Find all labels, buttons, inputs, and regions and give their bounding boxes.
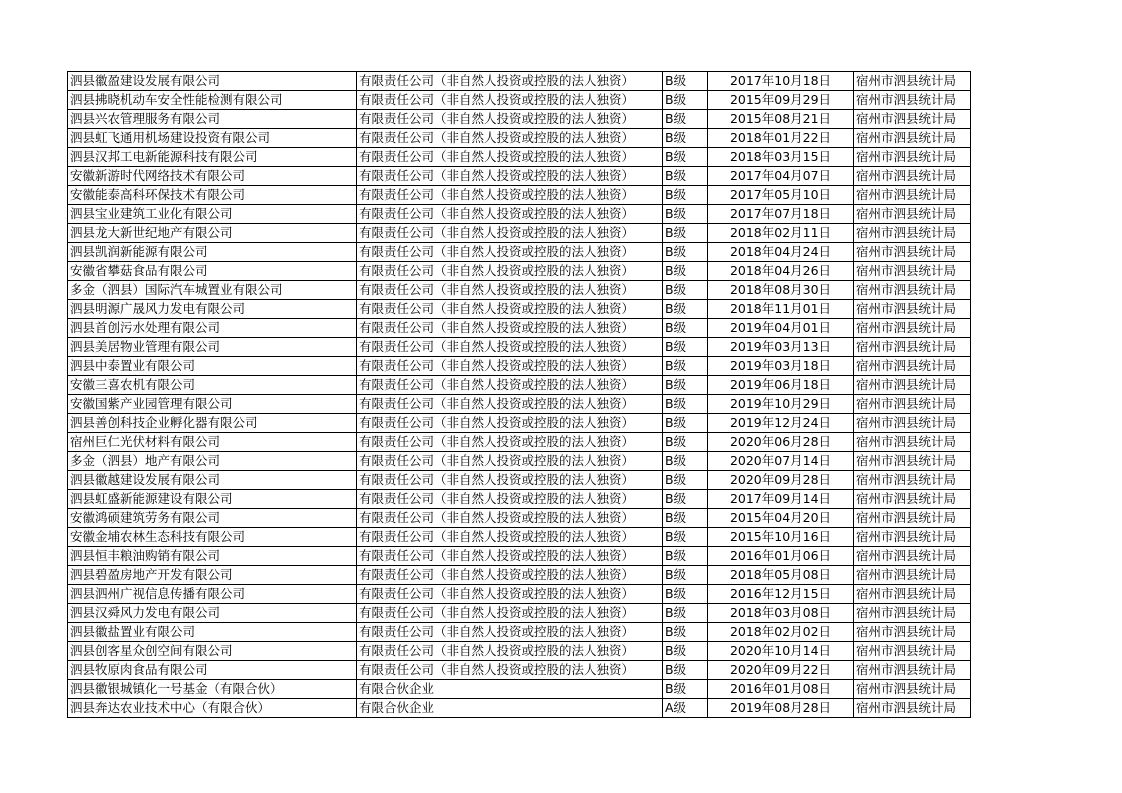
table-row [68,604,971,623]
table-row [68,129,971,148]
company-name-cell: 泗县创客星众创空间有限公司 [68,642,357,661]
credit-grade-cell: B级 [663,224,708,243]
rating-date-cell: 2019年03月18日 [708,357,854,376]
rating-authority-cell: 宿州市泗县统计局 [854,452,971,471]
table-row [68,281,971,300]
rating-authority-cell: 宿州市泗县统计局 [854,509,971,528]
rating-authority-cell: 宿州市泗县统计局 [854,262,971,281]
company-type-cell: 有限责任公司（非自然人投资或控股的法人独资） [357,319,663,338]
credit-grade-cell: B级 [663,585,708,604]
rating-authority-cell: 宿州市泗县统计局 [854,110,971,129]
company-type-cell: 有限责任公司（非自然人投资或控股的法人独资） [357,452,663,471]
rating-date-cell: 2018年04月26日 [708,262,854,281]
credit-grade-cell: B级 [663,547,708,566]
company-type-cell: 有限责任公司（非自然人投资或控股的法人独资） [357,642,663,661]
company-name-cell: 安徽金埔农林生态科技有限公司 [68,528,357,547]
rating-date-cell: 2017年07月18日 [708,205,854,224]
table-row [68,509,971,528]
credit-grade-cell: B级 [663,452,708,471]
rating-authority-cell: 宿州市泗县统计局 [854,338,971,357]
credit-grade-cell: B级 [663,281,708,300]
credit-grade-cell: B级 [663,490,708,509]
rating-date-cell: 2018年02月11日 [708,224,854,243]
table-row [68,357,971,376]
company-type-cell: 有限责任公司（非自然人投资或控股的法人独资） [357,262,663,281]
credit-grade-cell: B级 [663,604,708,623]
credit-grade-cell: B级 [663,566,708,585]
rating-date-cell: 2018年08月30日 [708,281,854,300]
rating-authority-cell: 宿州市泗县统计局 [854,566,971,585]
company-name-cell: 泗县善创科技企业孵化器有限公司 [68,414,357,433]
rating-authority-cell: 宿州市泗县统计局 [854,357,971,376]
credit-grade-cell: B级 [663,395,708,414]
rating-date-cell: 2020年09月28日 [708,471,854,490]
company-type-cell: 有限责任公司（非自然人投资或控股的法人独资） [357,243,663,262]
company-name-cell: 多金（泗县）地产有限公司 [68,452,357,471]
rating-authority-cell: 宿州市泗县统计局 [854,547,971,566]
rating-authority-cell: 宿州市泗县统计局 [854,243,971,262]
table-row [68,547,971,566]
rating-authority-cell: 宿州市泗县统计局 [854,91,971,110]
company-name-cell: 泗县中泰置业有限公司 [68,357,357,376]
rating-date-cell: 2016年12月15日 [708,585,854,604]
credit-grade-cell: B级 [663,300,708,319]
table-row [68,376,971,395]
credit-rating-table [67,71,971,718]
company-type-cell: 有限责任公司（非自然人投资或控股的法人独资） [357,661,663,680]
rating-date-cell: 2018年03月08日 [708,604,854,623]
rating-authority-cell: 宿州市泗县统计局 [854,129,971,148]
credit-grade-cell: B级 [663,129,708,148]
credit-grade-cell: B级 [663,186,708,205]
table-row [68,699,971,718]
credit-grade-cell: B级 [663,642,708,661]
rating-date-cell: 2020年10月14日 [708,642,854,661]
company-type-cell: 有限责任公司（非自然人投资或控股的法人独资） [357,376,663,395]
credit-grade-cell: B级 [663,91,708,110]
company-name-cell: 泗县兴农管理服务有限公司 [68,110,357,129]
company-name-cell: 泗县明源广晟风力发电有限公司 [68,300,357,319]
table-row [68,471,971,490]
rating-authority-cell: 宿州市泗县统计局 [854,224,971,243]
credit-grade-cell: B级 [663,110,708,129]
credit-grade-cell: B级 [663,148,708,167]
rating-date-cell: 2019年06月18日 [708,376,854,395]
rating-authority-cell: 宿州市泗县统计局 [854,167,971,186]
rating-authority-cell: 宿州市泗县统计局 [854,376,971,395]
company-name-cell: 泗县恒丰粮油购销有限公司 [68,547,357,566]
credit-grade-cell: B级 [663,661,708,680]
credit-grade-cell: B级 [663,167,708,186]
company-type-cell: 有限责任公司（非自然人投资或控股的法人独资） [357,604,663,623]
credit-grade-cell: B级 [663,262,708,281]
company-type-cell: 有限合伙企业 [357,699,663,718]
rating-date-cell: 2016年01月06日 [708,547,854,566]
company-name-cell: 安徽鸿硕建筑劳务有限公司 [68,509,357,528]
credit-grade-cell: B级 [663,205,708,224]
rating-authority-cell: 宿州市泗县统计局 [854,661,971,680]
rating-authority-cell: 宿州市泗县统计局 [854,699,971,718]
company-name-cell: 泗县奔达农业技术中心（有限合伙） [68,699,357,718]
table-row [68,642,971,661]
rating-authority-cell: 宿州市泗县统计局 [854,148,971,167]
company-name-cell: 泗县徽银城镇化一号基金（有限合伙） [68,680,357,699]
credit-grade-cell: B级 [663,243,708,262]
company-name-cell: 泗县汉邦工电新能源科技有限公司 [68,148,357,167]
rating-authority-cell: 宿州市泗县统计局 [854,395,971,414]
rating-authority-cell: 宿州市泗县统计局 [854,680,971,699]
rating-authority-cell: 宿州市泗县统计局 [854,72,971,91]
credit-grade-cell: B级 [663,433,708,452]
credit-grade-cell: B级 [663,338,708,357]
credit-grade-cell: B级 [663,528,708,547]
company-name-cell: 泗县牧原肉食品有限公司 [68,661,357,680]
rating-date-cell: 2018年01月22日 [708,129,854,148]
rating-authority-cell: 宿州市泗县统计局 [854,414,971,433]
credit-grade-cell: B级 [663,680,708,699]
company-name-cell: 泗县拂晓机动车安全性能检测有限公司 [68,91,357,110]
table-row [68,528,971,547]
table-row [68,91,971,110]
rating-authority-cell: 宿州市泗县统计局 [854,281,971,300]
rating-authority-cell: 宿州市泗县统计局 [854,186,971,205]
company-name-cell: 泗县泗州广视信息传播有限公司 [68,585,357,604]
rating-date-cell: 2015年10月16日 [708,528,854,547]
table-row [68,186,971,205]
rating-authority-cell: 宿州市泗县统计局 [854,433,971,452]
company-type-cell: 有限责任公司（非自然人投资或控股的法人独资） [357,623,663,642]
company-type-cell: 有限责任公司（非自然人投资或控股的法人独资） [357,433,663,452]
rating-date-cell: 2020年07月14日 [708,452,854,471]
company-type-cell: 有限责任公司（非自然人投资或控股的法人独资） [357,205,663,224]
rating-authority-cell: 宿州市泗县统计局 [854,205,971,224]
rating-authority-cell: 宿州市泗县统计局 [854,319,971,338]
table-row [68,300,971,319]
credit-grade-cell: B级 [663,357,708,376]
rating-date-cell: 2019年12月24日 [708,414,854,433]
rating-date-cell: 2020年09月22日 [708,661,854,680]
rating-authority-cell: 宿州市泗县统计局 [854,623,971,642]
table-row [68,566,971,585]
company-type-cell: 有限责任公司（非自然人投资或控股的法人独资） [357,224,663,243]
company-type-cell: 有限责任公司（非自然人投资或控股的法人独资） [357,547,663,566]
rating-authority-cell: 宿州市泗县统计局 [854,604,971,623]
company-type-cell: 有限责任公司（非自然人投资或控股的法人独资） [357,357,663,376]
table-row [68,623,971,642]
rating-date-cell: 2018年02月02日 [708,623,854,642]
table-row [68,262,971,281]
company-type-cell: 有限责任公司（非自然人投资或控股的法人独资） [357,395,663,414]
company-type-cell: 有限责任公司（非自然人投资或控股的法人独资） [357,300,663,319]
table-row [68,319,971,338]
company-type-cell: 有限责任公司（非自然人投资或控股的法人独资） [357,72,663,91]
table-row [68,338,971,357]
company-name-cell: 泗县徽盈建设发展有限公司 [68,72,357,91]
table-row [68,148,971,167]
company-name-cell: 安徽三喜农机有限公司 [68,376,357,395]
company-type-cell: 有限责任公司（非自然人投资或控股的法人独资） [357,471,663,490]
rating-date-cell: 2017年05月10日 [708,186,854,205]
rating-date-cell: 2016年01月08日 [708,680,854,699]
rating-authority-cell: 宿州市泗县统计局 [854,528,971,547]
rating-date-cell: 2015年09月29日 [708,91,854,110]
rating-date-cell: 2019年04月01日 [708,319,854,338]
rating-authority-cell: 宿州市泗县统计局 [854,471,971,490]
table-row [68,167,971,186]
table-row [68,490,971,509]
table-row [68,680,971,699]
company-type-cell: 有限责任公司（非自然人投资或控股的法人独资） [357,148,663,167]
rating-authority-cell: 宿州市泗县统计局 [854,490,971,509]
table-row [68,585,971,604]
company-name-cell: 泗县徽越建设发展有限公司 [68,471,357,490]
company-type-cell: 有限责任公司（非自然人投资或控股的法人独资） [357,110,663,129]
company-type-cell: 有限责任公司（非自然人投资或控股的法人独资） [357,281,663,300]
company-type-cell: 有限责任公司（非自然人投资或控股的法人独资） [357,186,663,205]
rating-date-cell: 2017年09月14日 [708,490,854,509]
credit-grade-cell: A级 [663,699,708,718]
company-name-cell: 安徽新游时代网络技术有限公司 [68,167,357,186]
company-type-cell: 有限责任公司（非自然人投资或控股的法人独资） [357,490,663,509]
company-name-cell: 泗县虹盛新能源建设有限公司 [68,490,357,509]
credit-grade-cell: B级 [663,623,708,642]
table-row [68,243,971,262]
company-name-cell: 安徽国紫产业园管理有限公司 [68,395,357,414]
table-row [68,433,971,452]
company-name-cell: 安徽能泰高科环保技术有限公司 [68,186,357,205]
company-name-cell: 泗县凯润新能源有限公司 [68,243,357,262]
table-row [68,205,971,224]
company-name-cell: 泗县宝业建筑工业化有限公司 [68,205,357,224]
rating-date-cell: 2015年08月21日 [708,110,854,129]
company-name-cell: 泗县龙大新世纪地产有限公司 [68,224,357,243]
rating-date-cell: 2020年06月28日 [708,433,854,452]
company-type-cell: 有限责任公司（非自然人投资或控股的法人独资） [357,566,663,585]
rating-date-cell: 2018年11月01日 [708,300,854,319]
credit-grade-cell: B级 [663,376,708,395]
company-type-cell: 有限责任公司（非自然人投资或控股的法人独资） [357,509,663,528]
credit-grade-cell: B级 [663,471,708,490]
rating-authority-cell: 宿州市泗县统计局 [854,585,971,604]
company-name-cell: 安徽省攀菇食品有限公司 [68,262,357,281]
company-type-cell: 有限责任公司（非自然人投资或控股的法人独资） [357,414,663,433]
table-row [68,452,971,471]
company-name-cell: 泗县碧盈房地产开发有限公司 [68,566,357,585]
rating-authority-cell: 宿州市泗县统计局 [854,642,971,661]
rating-date-cell: 2018年05月08日 [708,566,854,585]
company-type-cell: 有限合伙企业 [357,680,663,699]
rating-date-cell: 2018年03月15日 [708,148,854,167]
credit-grade-cell: B级 [663,509,708,528]
credit-grade-cell: B级 [663,319,708,338]
company-name-cell: 多金（泗县）国际汽车城置业有限公司 [68,281,357,300]
credit-grade-cell: B级 [663,414,708,433]
credit-grade-cell: B级 [663,72,708,91]
company-type-cell: 有限责任公司（非自然人投资或控股的法人独资） [357,129,663,148]
company-type-cell: 有限责任公司（非自然人投资或控股的法人独资） [357,338,663,357]
company-type-cell: 有限责任公司（非自然人投资或控股的法人独资） [357,91,663,110]
rating-date-cell: 2017年04月07日 [708,167,854,186]
rating-date-cell: 2017年10月18日 [708,72,854,91]
table-row [68,72,971,91]
company-type-cell: 有限责任公司（非自然人投资或控股的法人独资） [357,585,663,604]
rating-date-cell: 2019年08月28日 [708,699,854,718]
rating-authority-cell: 宿州市泗县统计局 [854,300,971,319]
rating-date-cell: 2015年04月20日 [708,509,854,528]
company-name-cell: 宿州巨仁光伏材料有限公司 [68,433,357,452]
table-row [68,110,971,129]
company-name-cell: 泗县首创污水处理有限公司 [68,319,357,338]
company-type-cell: 有限责任公司（非自然人投资或控股的法人独资） [357,528,663,547]
rating-date-cell: 2019年10月29日 [708,395,854,414]
table-row [68,414,971,433]
table-row [68,224,971,243]
table-body [68,72,971,718]
company-name-cell: 泗县汉舜风力发电有限公司 [68,604,357,623]
company-name-cell: 泗县徽盐置业有限公司 [68,623,357,642]
company-name-cell: 泗县虹飞通用机场建设投资有限公司 [68,129,357,148]
table-row [68,395,971,414]
table-row [68,661,971,680]
company-name-cell: 泗县美居物业管理有限公司 [68,338,357,357]
rating-date-cell: 2018年04月24日 [708,243,854,262]
rating-date-cell: 2019年03月13日 [708,338,854,357]
company-type-cell: 有限责任公司（非自然人投资或控股的法人独资） [357,167,663,186]
